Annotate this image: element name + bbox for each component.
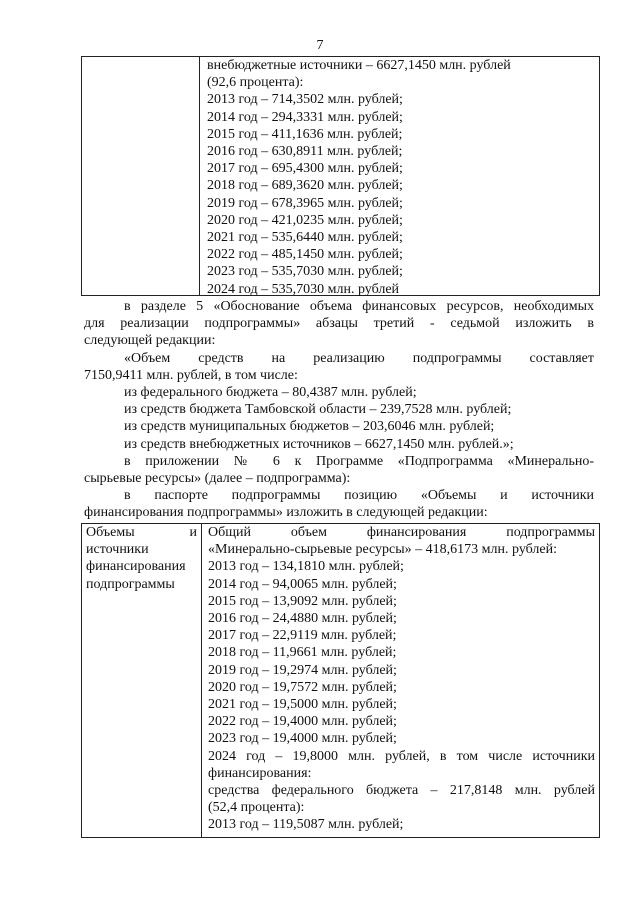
table2-last-year-line: 2013 год – 119,5087 млн. рублей; [208,817,404,833]
table2-percent-line: (52,4 процента): [208,800,305,816]
table1-line: 2019 год – 678,3965 млн. рублей; [207,195,403,211]
paragraph-appendix-line1: в приложении № 6 к Программе «Подпрограмма «Минерально- [124,453,594,469]
table1-line: 2022 год – 485,1450 млн. рублей; [207,247,403,263]
paragraph-federal: из федерального бюджета – 80,4387 млн. рублей; [124,385,417,401]
table2-2024-line: 2024 год – 19,8000 млн. рублей, в том числе источники [208,748,595,764]
paragraph-regional: из средств бюджета Тамбовской области – 239,7528 млн. рублей; [124,402,512,418]
table2-financing-label: финансирования: [208,765,312,781]
table2-left-line: источники [86,542,149,558]
table1-line: 2024 год – 535,7030 млн. рублей [207,281,400,297]
table2-left-cell [82,524,202,837]
table1-line: 2017 год – 695,4300 млн. рублей; [207,161,403,177]
paragraph-passport-line2: финансирования подпрограммы» изложить в следующей редакции: [84,505,488,521]
table2-year-line: 2020 год – 19,7572 млн. рублей; [208,679,397,695]
paragraph-section5-line2: для реализации подпрограммы» абзацы третий - седьмой изложить в [84,316,594,332]
paragraph-municipal: из средств муниципальных бюджетов – 203,6046 млн. рублей; [124,419,495,435]
paragraph-appendix-line2: сырьевые ресурсы» (далее – подпрограмма): [84,471,351,487]
table2-year-line: 2019 год – 19,2974 млн. рублей; [208,662,397,678]
table2-year-line: 2016 год – 24,4880 млн. рублей; [208,611,397,627]
table2-year-line: 2023 год – 19,4000 млн. рублей; [208,731,397,747]
table2-year-line: 2018 год – 11,9661 млн. рублей; [208,645,397,661]
table1-left-cell [82,57,200,295]
table1-line: 2014 год – 294,3331 млн. рублей; [207,109,403,125]
table1-right-cell [200,57,599,295]
paragraph-section5-line1: в разделе 5 «Обоснование объема финансовых ресурсов, необходимых [124,299,594,314]
table1-line: 2016 год – 630,8911 млн. рублей; [207,144,403,160]
table2-left-line: финансирования [86,559,186,575]
table2-year-line: 2017 год – 22,9119 млн. рублей; [208,628,397,644]
table1-line: 2013 год – 714,3502 млн. рублей; [207,92,403,108]
paragraph-volume-line2: 7150,9411 млн. рублей, в том числе: [84,367,298,383]
table2-federal-line: средства федерального бюджета – 217,8148 млн. рублей [208,783,595,799]
page-number: 7 [316,38,324,53]
table1-line: 2018 год – 689,3620 млн. рублей; [207,178,403,194]
table2-year-line: 2014 год – 94,0065 млн. рублей; [208,576,397,592]
paragraph-passport-line1: в паспорте подпрограммы позицию «Объемы и источники [124,488,594,504]
paragraph-section5-line3: следующей редакции: [84,333,216,349]
table1-line: 2015 год – 411,1636 млн. рублей; [207,126,403,142]
table1-line: 2021 год – 535,6440 млн. рублей; [207,230,403,246]
table2-year-line: 2021 год – 19,5000 млн. рублей; [208,697,397,713]
table2-right-cell [202,524,599,837]
paragraph-volume-line1: «Объем средств на реализацию подпрограммы составляет [124,350,594,366]
paragraph-extrabudgetary: из средств внебюджетных источников – 6627,1450 млн. рублей.»; [124,436,514,452]
table1-line: 2020 год – 421,0235 млн. рублей; [207,212,403,228]
table2-total-line2: «Минерально-сырьевые ресурсы» – 418,6173 млн. рублей: [208,542,557,558]
table2-year-line: 2013 год – 134,1810 млн. рублей; [208,559,404,575]
table2-total-line1: Общий объем финансирования подпрограммы [208,525,595,540]
table2-left-line: Объемы и [86,525,197,540]
funding-table-continued [81,56,600,296]
table2-year-line: 2022 год – 19,4000 млн. рублей; [208,714,397,730]
table2-year-line: 2015 год – 13,9092 млн. рублей; [208,593,397,609]
passport-table [81,523,600,838]
table1-line: 2023 год – 535,7030 млн. рублей; [207,264,403,280]
table1-line: (92,6 процента): [207,75,304,91]
table1-line: внебюджетные источники – 6627,1450 млн. рублей [207,58,511,73]
amendment-text [84,298,594,522]
table2-left-line: подпрограммы [86,576,175,592]
